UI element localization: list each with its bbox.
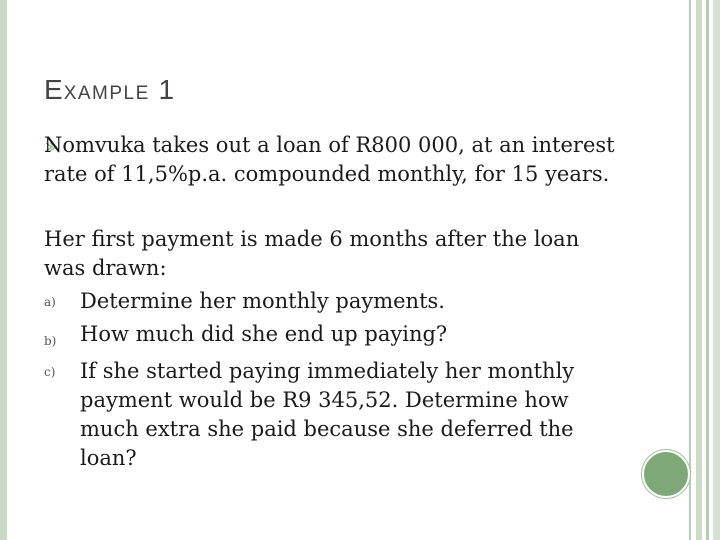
slide-title — [44, 74, 175, 106]
item-text-a: Determine her monthly payments. — [80, 289, 445, 313]
item-label-a: a) — [44, 295, 56, 309]
problem-paragraph: Nomvuka takes out a loan of R800 000, at an interest rate of 11,5%p.a. compounded monthly, for 15 years. — [44, 133, 615, 186]
item-text-c: If she started paying immediately her monthly payment would be R9 345,52. Determine how much extra she paid because she deferred the loan? — [80, 359, 575, 470]
right-border-line — [706, 0, 709, 540]
instruction-paragraph: Her first payment is made 6 months after the loan was drawn: — [44, 227, 580, 280]
title-number: 1 — [149, 74, 176, 105]
right-border-line — [713, 0, 720, 540]
left-border-decoration — [0, 0, 7, 540]
decorative-circle — [642, 450, 690, 498]
right-border-line — [689, 0, 691, 540]
item-label-c: c) — [44, 365, 56, 379]
right-border-line — [696, 0, 702, 540]
item-text-b: How much did she end up paying? — [80, 322, 448, 346]
title-first-letter: E — [44, 74, 64, 105]
item-label-b: b) — [44, 334, 57, 348]
title-rest: XAMPLE — [63, 83, 150, 104]
